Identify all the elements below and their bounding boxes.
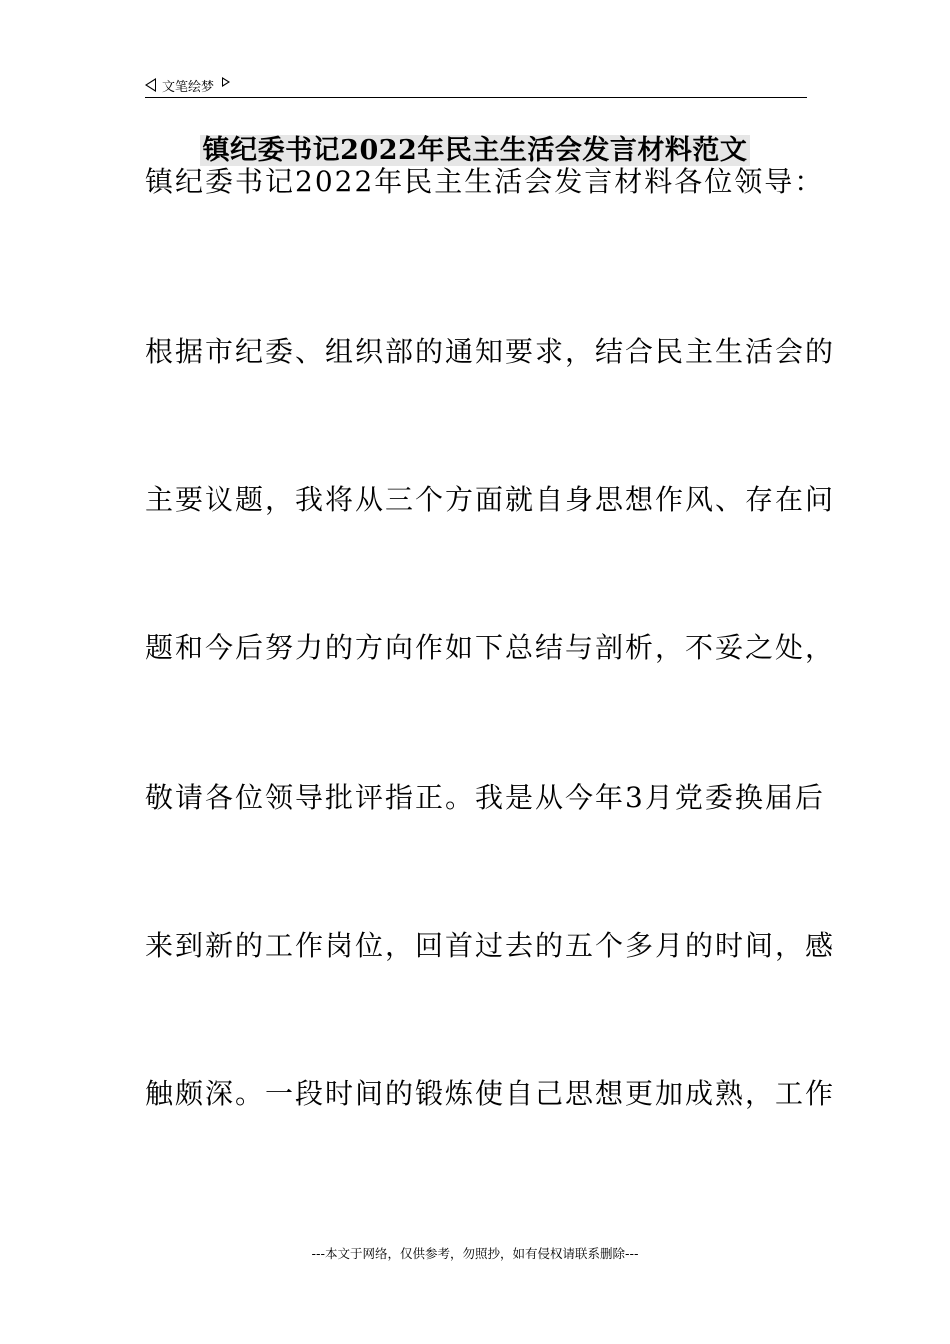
- triangle-right-icon: [222, 77, 230, 87]
- body-line-1: 镇纪委书记2022年民主生活会发言材料各位领导：: [145, 165, 825, 198]
- header-brand: 文笔绘梦: [162, 79, 215, 95]
- body-line-7: 触颇深。一段时间的锻炼使自己思想更加成熟，工作: [145, 1077, 836, 1110]
- page-footer: ---本文于网络，仅供参考，勿照抄，如有侵权请联系删除---: [311, 1246, 639, 1261]
- body-line-2: 根据市纪委、组织部的通知要求，结合民主生活会的: [145, 335, 836, 368]
- document-title-text: 镇纪委书记2022年民主生活会发言材料范文: [200, 135, 751, 166]
- triangle-left-icon: [145, 78, 156, 92]
- body-line-6: 来到新的工作岗位，回首过去的五个多月的时间，感: [145, 929, 836, 962]
- body-line-3: 主要议题，我将从三个方面就自身思想作风、存在问: [145, 483, 836, 516]
- body-line-4: 题和今后努力的方向作如下总结与剖析，不妥之处，: [145, 631, 836, 664]
- header-divider: [145, 97, 807, 98]
- body-line-5: 敬请各位领导批评指正。我是从今年3月党委换届后: [145, 781, 825, 814]
- page-header: [145, 74, 807, 96]
